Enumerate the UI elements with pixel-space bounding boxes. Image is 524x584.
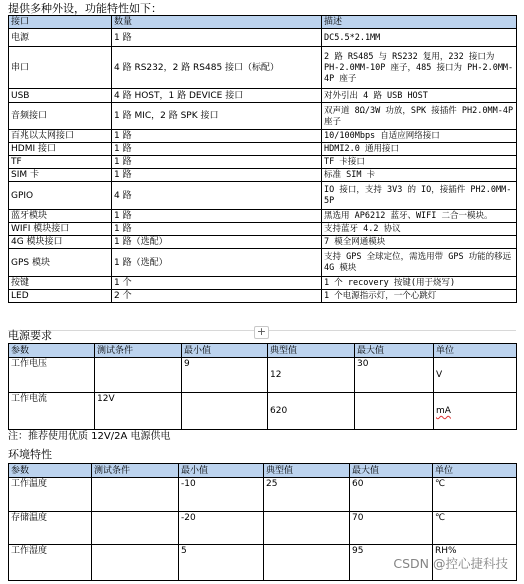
table-cell: 支持 GPS 全球定位，需选用带 GPS 功能的移远 4G 模块: [322, 249, 517, 277]
table-cell: [355, 393, 434, 430]
table-cell: 1 个 recovery 按键(用于烧写): [322, 277, 517, 290]
table-cell: SIM 卡: [9, 169, 112, 182]
table-cell: 支持蓝牙 4.2 协议: [322, 223, 517, 236]
table-row: [9, 182, 517, 210]
table-cell: 工作温度: [9, 478, 92, 512]
table-cell: [264, 545, 350, 581]
table-cell: 1 路: [112, 130, 322, 143]
watermark: CSDN @控心捷科技: [393, 556, 508, 571]
table-cell: RH%: [433, 545, 517, 581]
table-cell: 1 路（选配）: [112, 236, 322, 249]
table-cell: [434, 393, 517, 430]
header-cell: 典型值: [264, 464, 350, 478]
table-cell: 7 模全网通模块: [322, 236, 517, 249]
table-cell: 串口: [9, 47, 112, 89]
table-cell: 30: [355, 358, 434, 393]
table-cell: 60: [350, 478, 433, 512]
table-cell: 1 路: [112, 156, 322, 169]
table-row: [9, 290, 517, 303]
power-title: 电源要求: [8, 329, 52, 342]
table-cell: IO 接口，支持 3V3 的 IO，接插件 PH2.0MM-5P: [322, 182, 517, 210]
table-cell: TF: [9, 156, 112, 169]
table-row: [9, 47, 517, 89]
header-cell: 单位: [434, 344, 517, 358]
env-title: 环境特性: [8, 448, 52, 461]
table-cell: 1 路: [112, 223, 322, 236]
table-cell: 4 路 RS232，2 路 RS485 接口（标配）: [112, 47, 322, 89]
table-cell: 黑选用 AP6212 蓝牙、WIFI 二合一模块。: [322, 210, 517, 223]
features-title: 提供多种外设，功能特性如下：: [8, 2, 162, 15]
table-cell: [182, 393, 268, 430]
table-cell: 工作电压: [9, 358, 95, 393]
table-header-row: [9, 464, 517, 478]
table-cell: 5: [179, 545, 264, 581]
table-cell: WIFI 模块接口: [9, 223, 112, 236]
power-note: 注：推荐使用优质 12V/2A 电源供电: [8, 431, 171, 442]
table-cell: 12: [268, 358, 355, 393]
table-cell: DC5.5*2.1MM: [322, 29, 517, 47]
table-cell: 9: [182, 358, 268, 393]
table-row: [9, 277, 517, 290]
table-header-row: [9, 16, 517, 29]
table-cell: ℃: [433, 478, 517, 512]
table-cell: 按键: [9, 277, 112, 290]
table-cell: LED: [9, 290, 112, 303]
table-cell: 工作电流: [9, 393, 95, 430]
table-cell: 4 路: [112, 182, 322, 210]
table-cell: 4G 模块接口: [9, 236, 112, 249]
header-cell: 描述: [322, 16, 517, 29]
table-cell: GPS 模块: [9, 249, 112, 277]
header-cell: 测试条件: [92, 464, 179, 478]
header-cell: 典型值: [268, 344, 355, 358]
table-row: [9, 29, 517, 47]
table-cell: 1 路: [112, 169, 322, 182]
table-cell: 对外引出 4 路 USB HOST: [322, 89, 517, 103]
table-cell: 1 路（选配）: [112, 249, 322, 277]
table-cell: 双声道 8Ω/3W 功放，SPK 接插件 PH2.0MM-4P 座子: [322, 103, 517, 130]
table-cell: 2 路 RS485 与 RS232 复用，232 接口为 PH-2.0MM-10P 座子，485 接口为 PH-2.0MM-4P 座子: [322, 47, 517, 89]
table-cell: ℃: [433, 512, 517, 545]
header-cell: 参数: [9, 464, 92, 478]
table-cell: USB: [9, 89, 112, 103]
table-row: [9, 249, 517, 277]
table-cell: 12V: [95, 393, 182, 430]
header-cell: 参数: [9, 344, 95, 358]
table-cell: 工作湿度: [9, 545, 92, 581]
table-cell: 620: [268, 393, 355, 430]
table-cell: GPIO: [9, 182, 112, 210]
table-row: [9, 143, 517, 156]
table-cell: 1 路: [112, 143, 322, 156]
table-cell: 2 个: [112, 290, 322, 303]
table-row: [9, 130, 517, 143]
table-row: [9, 512, 517, 545]
power-table: [8, 343, 517, 430]
table-cell: 标准 SIM 卡: [322, 169, 517, 182]
table-cell: 蓝牙模块: [9, 210, 112, 223]
header-cell: 最小值: [182, 344, 268, 358]
table-row: [9, 89, 517, 103]
table-cell: [95, 358, 182, 393]
header-cell: 单位: [433, 464, 517, 478]
table-cell: 1 个电源指示灯，一个心跳灯: [322, 290, 517, 303]
table-cell: 电源: [9, 29, 112, 47]
table-row: [9, 236, 517, 249]
header-cell: 最大值: [350, 464, 433, 478]
table-row: [9, 103, 517, 130]
header-cell: 测试条件: [95, 344, 182, 358]
table-cell: 1 路: [112, 29, 322, 47]
table-row: [9, 169, 517, 182]
table-row: [9, 358, 517, 393]
table-row: [9, 210, 517, 223]
table-cell: -10: [179, 478, 264, 512]
table-cell: 25: [264, 478, 350, 512]
table-cell: -20: [179, 512, 264, 545]
table-cell: 1 路 MIC，2 路 SPK 接口: [112, 103, 322, 130]
table-cell: 70: [350, 512, 433, 545]
table-cell: [264, 512, 350, 545]
unit-text: mA: [436, 406, 451, 416]
table-cell: 10/100Mbps 自适应网络接口: [322, 130, 517, 143]
header-cell: 最小值: [179, 464, 264, 478]
table-cell: [92, 545, 179, 581]
table-cell: 95: [350, 545, 433, 581]
table-header-row: [9, 344, 517, 358]
header-cell: 接口: [9, 16, 112, 29]
header-cell: 最大值: [355, 344, 434, 358]
table-row: [9, 393, 517, 430]
table-row: [9, 156, 517, 169]
table-cell: 1 路: [112, 210, 322, 223]
header-cell: 数量: [112, 16, 322, 29]
table-cell: [92, 512, 179, 545]
table-cell: TF 卡接口: [322, 156, 517, 169]
table-cell: HDMI2.0 通用接口: [322, 143, 517, 156]
table-cell: 音频接口: [9, 103, 112, 130]
table-cell: HDMI 接口: [9, 143, 112, 156]
add-row-button[interactable]: +: [254, 326, 269, 339]
table-row: [9, 478, 517, 512]
features-table: [8, 15, 517, 303]
table-cell: 4 路 HOST，1 路 DEVICE 接口: [112, 89, 322, 103]
table-cell: 百兆以太网接口: [9, 130, 112, 143]
table-cell: V: [434, 358, 517, 393]
table-cell: [92, 478, 179, 512]
table-cell: 1 个: [112, 277, 322, 290]
table-cell: 存储温度: [9, 512, 92, 545]
table-row: [9, 223, 517, 236]
row-divider: [269, 330, 516, 331]
